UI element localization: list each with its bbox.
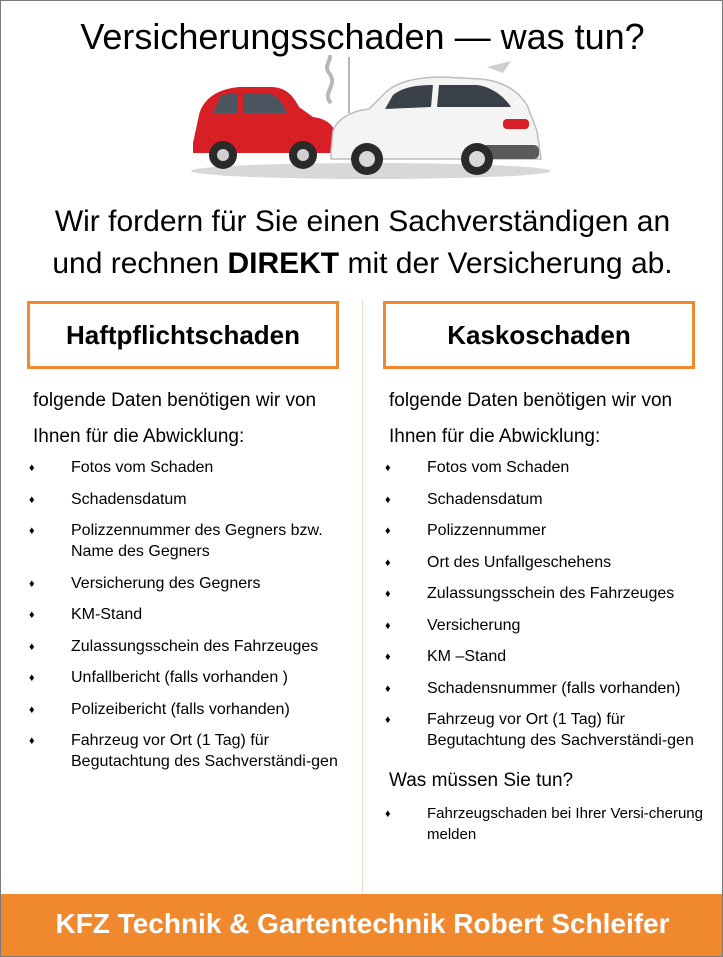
column-divider — [362, 299, 363, 897]
list-item-text: Fahrzeug vor Ort (1 Tag) für Begutachtung des Sachverständi-gen — [427, 711, 694, 749]
kasko-intro-line-2: Ihnen für die Abwicklung: — [389, 426, 601, 447]
diamond-bullet-icon: ♦ — [29, 703, 35, 716]
headline-line-2-end: mit der Versicherung ab. — [339, 247, 673, 280]
list-item — [383, 803, 713, 845]
list-item-text: KM-Stand — [71, 606, 143, 623]
diamond-bullet-icon: ♦ — [29, 735, 35, 747]
list-item-text: Ort des Unfallgeschehens — [427, 553, 612, 571]
list-item — [383, 583, 713, 604]
diamond-bullet-icon: ♦ — [385, 682, 391, 695]
list-item-text: Versicherung des Gegners — [71, 574, 261, 592]
haftpflicht-intro-line-2: Ihnen für die Abwicklung: — [33, 426, 245, 447]
diamond-bullet-icon: ♦ — [29, 640, 35, 653]
list-item-text: Polizzennummer des Gegners bzw. Name des Gegners — [71, 522, 323, 560]
list-item — [27, 520, 357, 562]
diamond-bullet-icon: ♦ — [385, 651, 391, 663]
list-item — [27, 573, 357, 594]
diamond-bullet-icon: ♦ — [385, 588, 391, 600]
kasko-heading: Kaskoschaden — [383, 301, 695, 369]
todo-list — [383, 803, 713, 845]
list-item-text: Fotos vom Schaden — [427, 459, 570, 476]
diamond-bullet-icon: ♦ — [29, 462, 35, 474]
list-item — [383, 709, 713, 751]
diamond-bullet-icon: ♦ — [385, 493, 391, 506]
diamond-bullet-icon: ♦ — [29, 609, 35, 621]
diamond-bullet-icon: ♦ — [29, 493, 35, 506]
todo-heading: Was müssen Sie tun? — [389, 770, 574, 791]
list-item-text: Fahrzeugschaden bei Ihrer Versi-cherung melden — [427, 805, 703, 843]
diamond-bullet-icon: ♦ — [385, 462, 391, 474]
list-item — [383, 552, 713, 573]
list-item — [27, 636, 357, 657]
headline-line-2-start: und rechnen — [52, 247, 228, 280]
kasko-column — [383, 301, 713, 856]
diamond-bullet-icon: ♦ — [385, 808, 391, 820]
diamond-bullet-icon: ♦ — [385, 525, 391, 537]
list-item — [27, 730, 357, 772]
list-item — [27, 699, 357, 720]
list-item — [383, 520, 713, 541]
list-item-text: Fahrzeug vor Ort (1 Tag) für Begutachtung des Sachverständi-gen — [71, 732, 338, 770]
list-item-text: Polizeibericht (falls vorhanden) — [71, 700, 290, 718]
haftpflicht-list — [27, 457, 357, 772]
list-item — [27, 489, 357, 510]
headline-line-1: Wir fordern für Sie einen Sachverständigen an — [54, 205, 671, 238]
diamond-bullet-icon: ♦ — [385, 556, 391, 569]
list-item-text: Versicherung — [427, 616, 521, 634]
haftpflicht-column — [27, 301, 357, 783]
haftpflicht-intro-line-1: folgende Daten benötigen wir von — [33, 390, 317, 411]
list-item — [383, 615, 713, 636]
list-item-text: Zulassungsschein des Fahrzeuges — [71, 637, 319, 655]
kasko-list — [383, 457, 713, 751]
list-item — [383, 457, 713, 478]
list-item-text: Fotos vom Schaden — [71, 459, 214, 476]
company-footer: KFZ Technik & Gartentechnik Robert Schleifer — [1, 894, 723, 956]
diamond-bullet-icon: ♦ — [385, 714, 391, 726]
diamond-bullet-icon: ♦ — [29, 672, 35, 684]
page-title: Versicherungsschaden — was tun? — [80, 16, 645, 57]
list-item — [383, 678, 713, 699]
list-item — [383, 646, 713, 667]
list-item — [27, 457, 357, 478]
list-item-text: Schadensnummer (falls vorhanden) — [427, 679, 681, 697]
diamond-bullet-icon: ♦ — [29, 577, 35, 590]
list-item — [383, 489, 713, 510]
list-item-text: Schadensdatum — [71, 490, 187, 508]
list-item-text: Polizzennummer — [427, 522, 547, 539]
diamond-bullet-icon: ♦ — [29, 525, 35, 537]
kasko-intro-line-1: folgende Daten benötigen wir von — [389, 390, 673, 411]
list-item-text: Schadensdatum — [427, 490, 543, 508]
car-crash-icon — [181, 55, 551, 185]
list-item-text: KM –Stand — [427, 648, 507, 665]
headline-line-2 — [1, 243, 723, 285]
list-item — [27, 604, 357, 625]
headline — [1, 201, 723, 285]
diamond-bullet-icon: ♦ — [385, 619, 391, 632]
haftpflicht-heading: Haftpflichtschaden — [27, 301, 339, 369]
list-item — [27, 667, 357, 688]
list-item-text: Unfallbericht (falls vorhanden ) — [71, 669, 288, 686]
kasko-intro — [389, 383, 713, 455]
haftpflicht-intro — [33, 383, 357, 455]
list-item-text: Zulassungsschein des Fahrzeuges — [427, 585, 675, 602]
headline-emphasis: DIREKT — [227, 247, 340, 280]
